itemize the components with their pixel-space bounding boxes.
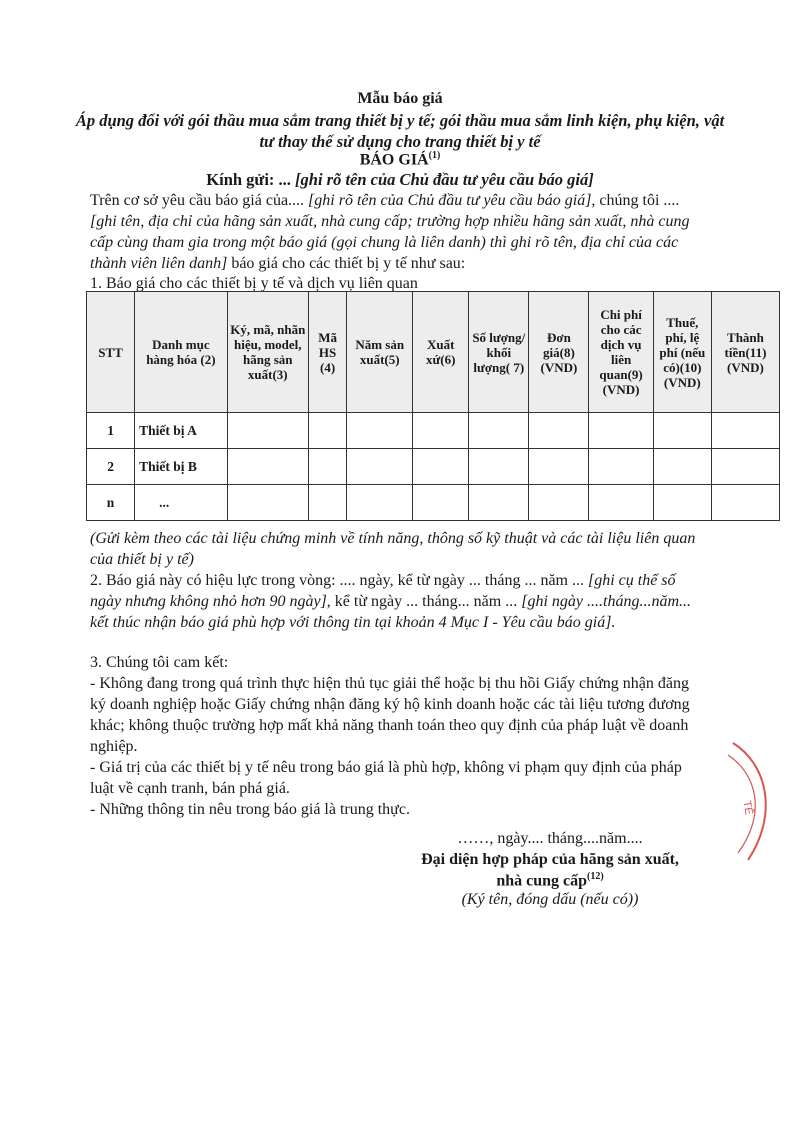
row-cell: [711, 449, 779, 485]
row-cell: [589, 413, 653, 449]
row-cell: [308, 449, 346, 485]
validity-text-1: 2. Báo giá này có hiệu lực trong vòng: .... ngày, kể từ ngày ... tháng ... năm ...: [90, 572, 588, 589]
representative-line-1: Đại diện hợp pháp của hãng sản xuất,: [421, 851, 679, 868]
commitment-item: - Những thông tin nêu trong báo giá là trung thực.: [90, 801, 410, 818]
row-cell: [589, 485, 653, 521]
col-model: Ký, mã, nhãn hiệu, model, hãng sản xuất(3): [227, 292, 308, 413]
row-cell: [529, 485, 589, 521]
row-cell: [227, 449, 308, 485]
intro-placeholder-2: [ghi tên, địa chỉ của hãng sản xuất, nhà cung cấp; trường hợp nhiều hãng sản xuất, nhà cung cấp cùng tham gia trong một báo giá (gọi chung là liên danh) thì ghi rõ tên, địa chỉ của các thành viên liên danh]: [90, 213, 690, 272]
commitment-item: - Không đang trong quá trình thực hiện thủ tục giải thể hoặc bị thu hồi Giấy chứng nhận đăng ký doanh nghiệp hoặc Giấy chứng nhận đăng ký hộ kinh doanh hoặc các tài liệu tương đương khác; không thuộc trường hợp mất khả năng thanh toán theo quy định của pháp luật về doanh nghiệp.: [90, 675, 690, 755]
attachment-note: (Gửi kèm theo các tài liệu chứng minh về tính năng, thông số kỹ thuật và các tài liệu liên quan của thiết bị y tế): [90, 530, 696, 568]
intro-paragraph: [90, 190, 708, 274]
col-hs-code: Mã HS (4): [308, 292, 346, 413]
date-line: ……, ngày.... tháng....năm....: [457, 830, 643, 847]
form-title: Mẫu báo giá: [357, 90, 443, 107]
attachment-note-wrap: [90, 528, 708, 570]
section-1-heading: 1. Báo giá cho các thiết bị y tế và dịch vụ liên quan: [90, 275, 418, 292]
validity-text-2: , kể từ ngày ... tháng... năm ...: [326, 593, 522, 610]
commitment-item: - Giá trị của các thiết bị y tế nêu trong báo giá là phù hợp, không vi phạm quy định của pháp luật về cạnh tranh, bán phá giá.: [90, 759, 682, 797]
stamp-text: TẾ: [740, 799, 755, 816]
document-title-footnote: (1): [428, 150, 441, 161]
row-cell: [653, 485, 711, 521]
intro-text-2: , chúng tôi ....: [591, 192, 680, 209]
validity-placeholder-1: [ghi cụ thể số ngày nhưng không nhỏ hơn 90 ngày]: [90, 572, 676, 610]
document-title: [0, 150, 800, 169]
col-year: Năm sản xuất(5): [347, 292, 413, 413]
table-row: [87, 413, 780, 449]
col-service-cost: Chi phí cho các dịch vụ liên quan(9) (VND): [589, 292, 653, 413]
commitments-list: [90, 673, 708, 820]
table-row: [87, 485, 780, 521]
table-header-row: [87, 292, 780, 413]
col-stt: STT: [87, 292, 135, 413]
section-3-heading-wrap: [90, 652, 708, 673]
row-cell: [347, 413, 413, 449]
representative-footnote: (12): [587, 871, 604, 882]
intro-text-3: báo giá cho các thiết bị y tế như sau:: [227, 255, 466, 272]
col-item: Danh mục hàng hóa (2): [135, 292, 228, 413]
row-cell: [413, 413, 469, 449]
row-cell: [653, 413, 711, 449]
col-origin: Xuất xứ(6): [413, 292, 469, 413]
row-cell: [653, 449, 711, 485]
col-quantity: Số lượng/ khối lượng( 7): [469, 292, 529, 413]
row-cell: [227, 413, 308, 449]
representative-line-2: [380, 871, 720, 890]
row-cell: [589, 449, 653, 485]
row-cell: [308, 485, 346, 521]
row-item: Thiết bị B: [135, 449, 228, 485]
intro-text-1: Trên cơ sở yêu cầu báo giá của....: [90, 192, 309, 209]
document-title-text: BÁO GIÁ: [359, 151, 429, 169]
section-3-heading: 3. Chúng tôi cam kết:: [90, 654, 229, 671]
quote-table: [86, 291, 780, 521]
row-cell: [711, 485, 779, 521]
row-cell: [469, 485, 529, 521]
row-stt: n: [87, 485, 135, 521]
row-cell: [529, 449, 589, 485]
representative-line-2-text: nhà cung cấp: [496, 872, 588, 890]
validity-placeholder-2: [ghi ngày ....tháng...năm... kết thúc nhận báo giá phù hợp với thông tin tại khoản 4 Mục I - Yêu cầu báo giá].: [90, 593, 691, 631]
section-2: [90, 570, 708, 633]
row-cell: [347, 449, 413, 485]
row-item: Thiết bị A: [135, 413, 228, 449]
red-stamp-partial: [728, 735, 788, 865]
row-cell: [469, 413, 529, 449]
signature-note: (Ký tên, đóng dấu (nếu có)): [461, 891, 639, 908]
greeting-label: Kính gửi: ...: [206, 170, 291, 189]
col-unit-price: Đơn giá(8) (VND): [529, 292, 589, 413]
col-total: Thành tiền(11) (VND): [711, 292, 779, 413]
row-item: ...: [135, 485, 228, 521]
applies-to-heading: Áp dụng đối với gói thầu mua sắm trang thiết bị y tế; gói thầu mua sắm linh kiện, phụ kiện, vật tư thay thế sử dụng cho trang thiết bị y tế: [75, 111, 725, 151]
greeting-placeholder: [ghi rõ tên của Chủ đầu tư yêu cầu báo giá]: [290, 170, 594, 189]
row-cell: [529, 413, 589, 449]
row-cell: [711, 413, 779, 449]
row-cell: [413, 485, 469, 521]
col-tax: Thuế, phí, lệ phí (nếu có)(10) (VND): [653, 292, 711, 413]
intro-placeholder-1: [ghi rõ tên của Chủ đầu tư yêu cầu báo giá]: [308, 192, 592, 209]
greeting: [0, 170, 800, 190]
row-cell: [227, 485, 308, 521]
row-cell: [469, 449, 529, 485]
table-row: [87, 449, 780, 485]
row-cell: [308, 413, 346, 449]
row-cell: [347, 485, 413, 521]
row-stt: 1: [87, 413, 135, 449]
row-cell: [413, 449, 469, 485]
row-stt: 2: [87, 449, 135, 485]
